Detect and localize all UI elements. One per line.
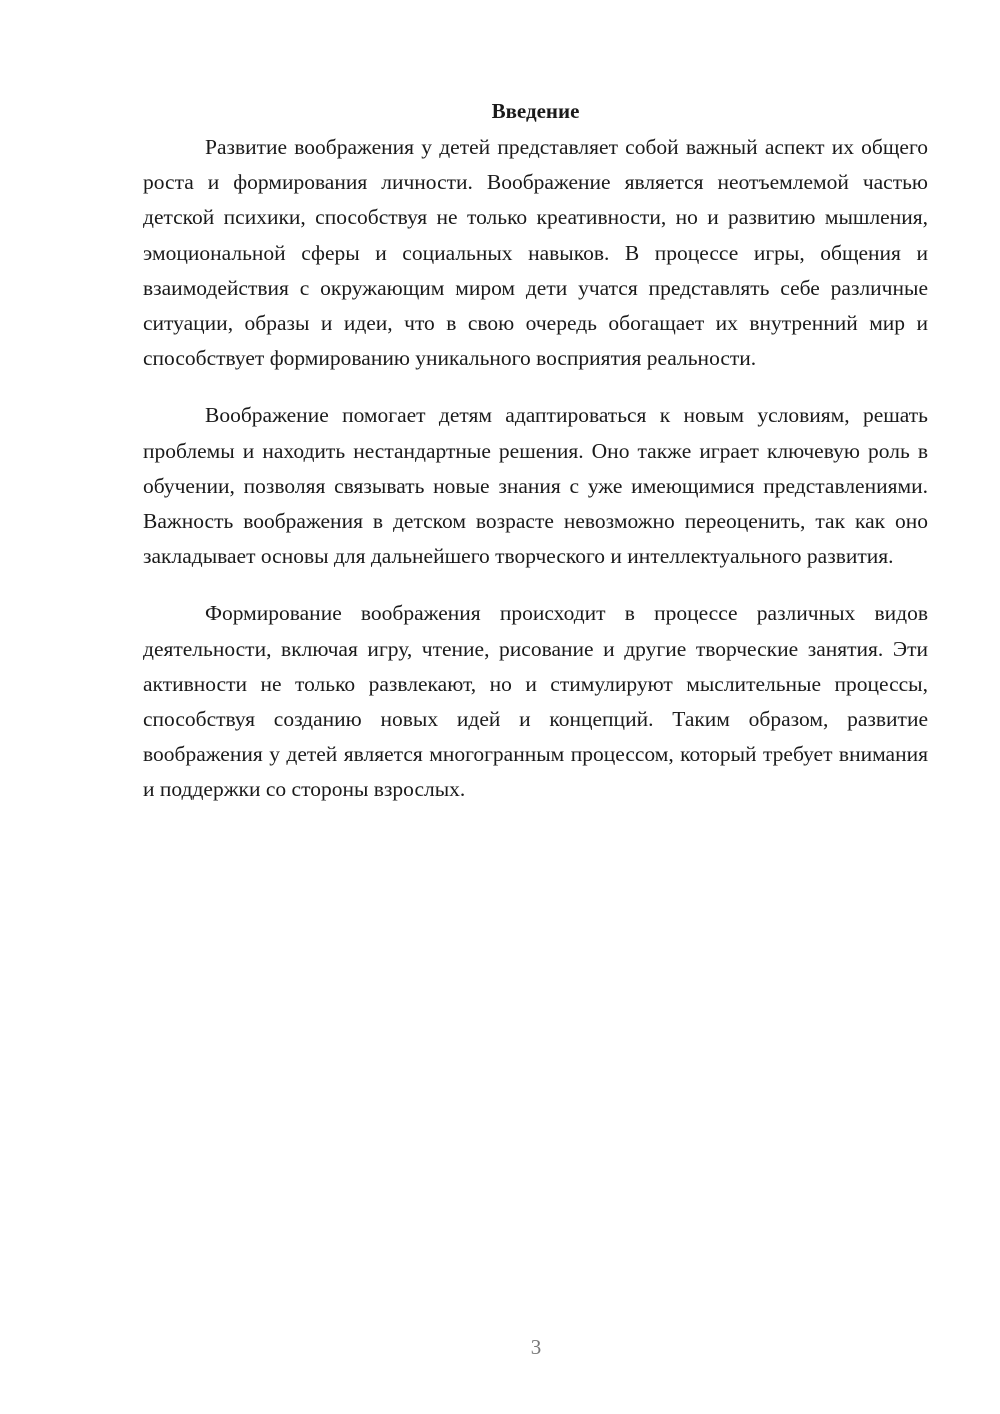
page-content xyxy=(143,95,928,830)
paragraph-2: Воображение помогает детям адаптироваться к новым условиям, решать проблемы и находить нестандартные решения. Оно также играет ключевую роль в обучении, позволяя связывать новые знания с уже имеющимися представлениями. Важность воображения в детском возрасте невозможно переоценить, так как оно закладывает основы для дальнейшего творческого и интеллектуального развития. xyxy=(143,403,928,569)
section-title: Введение xyxy=(491,99,580,123)
paragraph-3: Формирование воображения происходит в процессе различных видов деятельности, включая игру, чтение, рисование и другие творческие занятия. Эти активности не только развлекают, но и стимулируют мыслительные процессы, способствуя созданию новых идей и концепций. Таким образом, развитие воображения у детей является многогранным процессом, который требует внимания и поддержки со стороны взрослых. xyxy=(143,601,928,802)
paragraph-1: Развитие воображения у детей представляет собой важный аспект их общего роста и формирования личности. Воображение является неотъемлемой частью детской психики, способствуя не только креативности, но и развитию мышления, эмоциональной сферы и социальных навыков. В процессе игры, общения и взаимодействия с окружающим миром дети учатся представлять себе различные ситуации, образы и идеи, что в свою очередь обогащает их внутренний мир и способствует формированию уникального восприятия реальности. xyxy=(143,135,928,371)
page-number: 3 xyxy=(530,1335,542,1359)
